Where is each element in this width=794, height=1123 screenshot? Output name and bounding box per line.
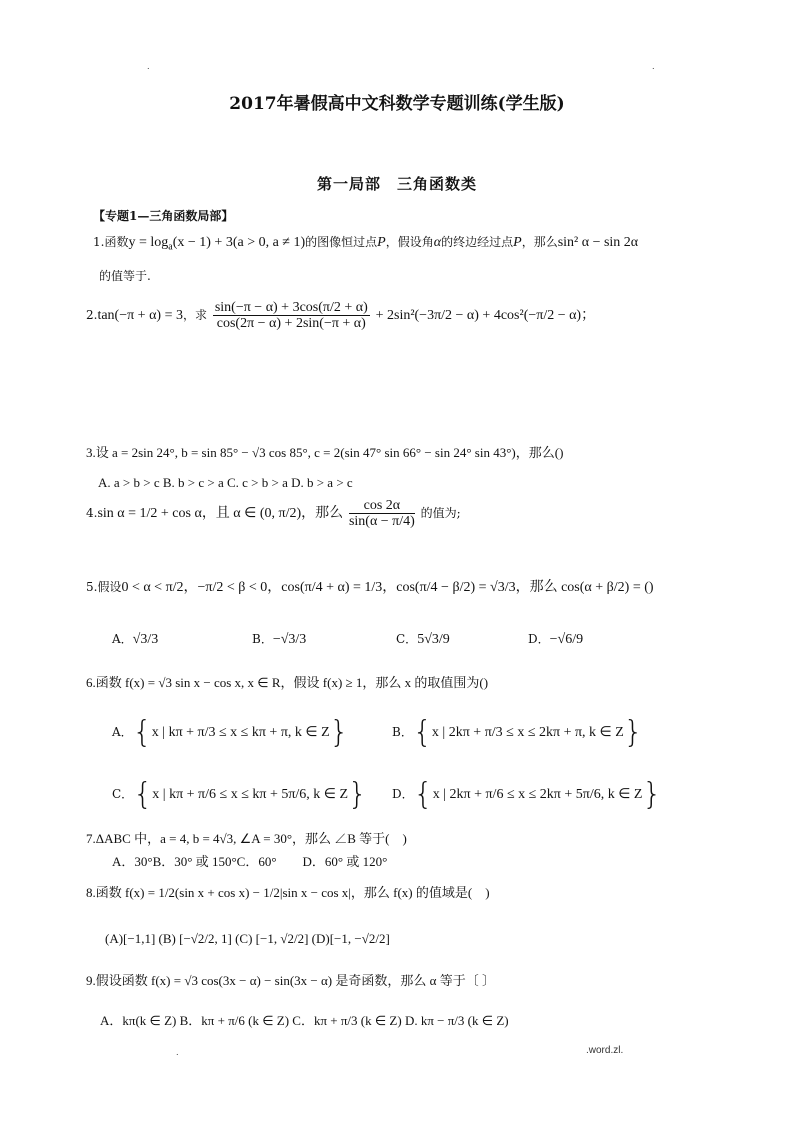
q5-option-d: D．−√6/9 — [528, 632, 584, 647]
q1-formula: y = log — [128, 235, 169, 250]
q4-denominator: sin(α − π/4) — [348, 514, 415, 529]
top-left-dot: . — [147, 62, 150, 71]
question-7: 7.ΔABC 中，a = 4, b = 4√3, ∠A = 30°，那么 ∠B 等于( ) — [86, 831, 407, 846]
q5-option-a: A．√3/3 — [112, 632, 159, 647]
q1-formula2: (x − 1) + 3(a > 0, a ≠ 1) — [172, 235, 306, 250]
q6-option-b: B．{x | 2kπ + π/3 ≤ x ≤ 2kπ + π, k ∈ Z} — [392, 715, 643, 750]
q4-prefix: 4. — [86, 506, 98, 520]
question-3: 3.设 a = 2sin 24°, b = sin 85° − √3 cos 85°, c = 2(sin 47° sin 66° − sin 24° sin 43°)，那么() — [86, 445, 564, 460]
q5-prefix: 5.假设 — [86, 580, 122, 594]
footer-dot: . — [176, 1048, 179, 1057]
q6-option-d: D．{x | 2kπ + π/6 ≤ x ≤ 2kπ + 5π/6, k ∈ Z} — [392, 777, 662, 812]
q1-mid: 的图像恒过点 — [305, 235, 378, 249]
q1-mid2: ，假设角 — [385, 235, 434, 249]
q1-point-2: P — [513, 235, 522, 250]
document-title: 2017年暑假高中文科数学专题训练(学生版) — [229, 94, 565, 114]
q4-fraction — [349, 498, 415, 529]
q4-tail: 的值为; — [420, 506, 461, 520]
question-9: 9.假设函数 f(x) = √3 cos(3x − α) − sin(3x − α) 是奇函数，那么 α 等于〔 〕 — [86, 973, 495, 988]
q1-sub: a — [168, 241, 173, 253]
question-9-options: A．kπ(k ∈ Z) B．kπ + π/6 (k ∈ Z) C．kπ + π/3 (k ∈ Z) D. kπ − π/3 (k ∈ Z) — [100, 1013, 509, 1028]
question-3-options: A. a > b > c B. b > c > a C. c > b > a D. b > a > c — [98, 475, 353, 490]
q2-ask: ，求 — [182, 308, 207, 322]
question-7-options: A．30°B．30° 或 150°C．60° D．60° 或 120° — [112, 854, 388, 869]
q1-mid4: ，那么 — [521, 235, 558, 249]
question-8: 8.函数 f(x) = 1/2(sin x + cos x) − 1/2|sin x − cos x|，那么 f(x) 的值域是( ) — [86, 885, 490, 900]
q2-prefix: 2. — [86, 308, 98, 322]
q2-numerator: sin(−π − α) + 3cos(π/2 + α) — [214, 300, 368, 315]
q1-alpha: α — [433, 235, 442, 250]
question-2 — [86, 300, 595, 331]
q1-mid3: 的终边经过点 — [441, 235, 514, 249]
q4-mid: ，且 α ∈ (0, π/2)，那么 — [201, 506, 344, 521]
q2-denominator: cos(2π − α) + 2sin(−π + α) — [216, 316, 366, 331]
q1-point: P — [377, 235, 386, 250]
top-right-dot: . — [652, 62, 655, 71]
section-heading: 【专题1—三角函数局部】 — [93, 209, 234, 223]
q4-condition: sin α = 1/2 + cos α — [97, 506, 202, 521]
q5-option-b: B．−√3/3 — [252, 632, 307, 647]
q5-condition: 0 < α < π/2，−π/2 < β < 0，cos(π/4 + α) = 1/3，cos(π/4 − β/2) = √3/3，那么 cos(α + β/2) = () — [121, 580, 654, 595]
question-6: 6.函数 f(x) = √3 sin x − cos x, x ∈ R，假设 f(x) ≥ 1，那么 x 的取值围为() — [86, 675, 489, 690]
q6-option-a: A．{x | kπ + π/3 ≤ x ≤ kπ + π, k ∈ Z} — [112, 715, 349, 750]
q1-expr: sin² α − sin 2α — [557, 235, 639, 250]
part-heading: 第一局部 三角函数类 — [316, 175, 477, 193]
q6-option-c: C．{x | kπ + π/6 ≤ x ≤ kπ + 5π/6, k ∈ Z} — [112, 777, 368, 812]
q5-option-c: C．5√3/9 — [396, 632, 450, 647]
question-1-line2: 的值等于. — [99, 269, 151, 283]
question-1 — [93, 233, 638, 256]
q2-condition: tan(−π + α) = 3 — [97, 308, 183, 323]
question-4 — [86, 498, 461, 529]
footer-site: .word.zl. — [586, 1045, 624, 1056]
q2-fraction — [213, 300, 370, 331]
q4-numerator: cos 2α — [349, 498, 415, 514]
question-8-options: (A)[−1,1] (B) [−√2/2, 1] (C) [−1, √2/2] (D)[−1, −√2/2] — [105, 931, 390, 946]
q1-prefix: 1.函数 — [93, 235, 129, 249]
question-5 — [86, 578, 654, 597]
q2-tail: + 2sin²(−3π/2 − α) + 4cos²(−π/2 − α)； — [375, 308, 596, 323]
